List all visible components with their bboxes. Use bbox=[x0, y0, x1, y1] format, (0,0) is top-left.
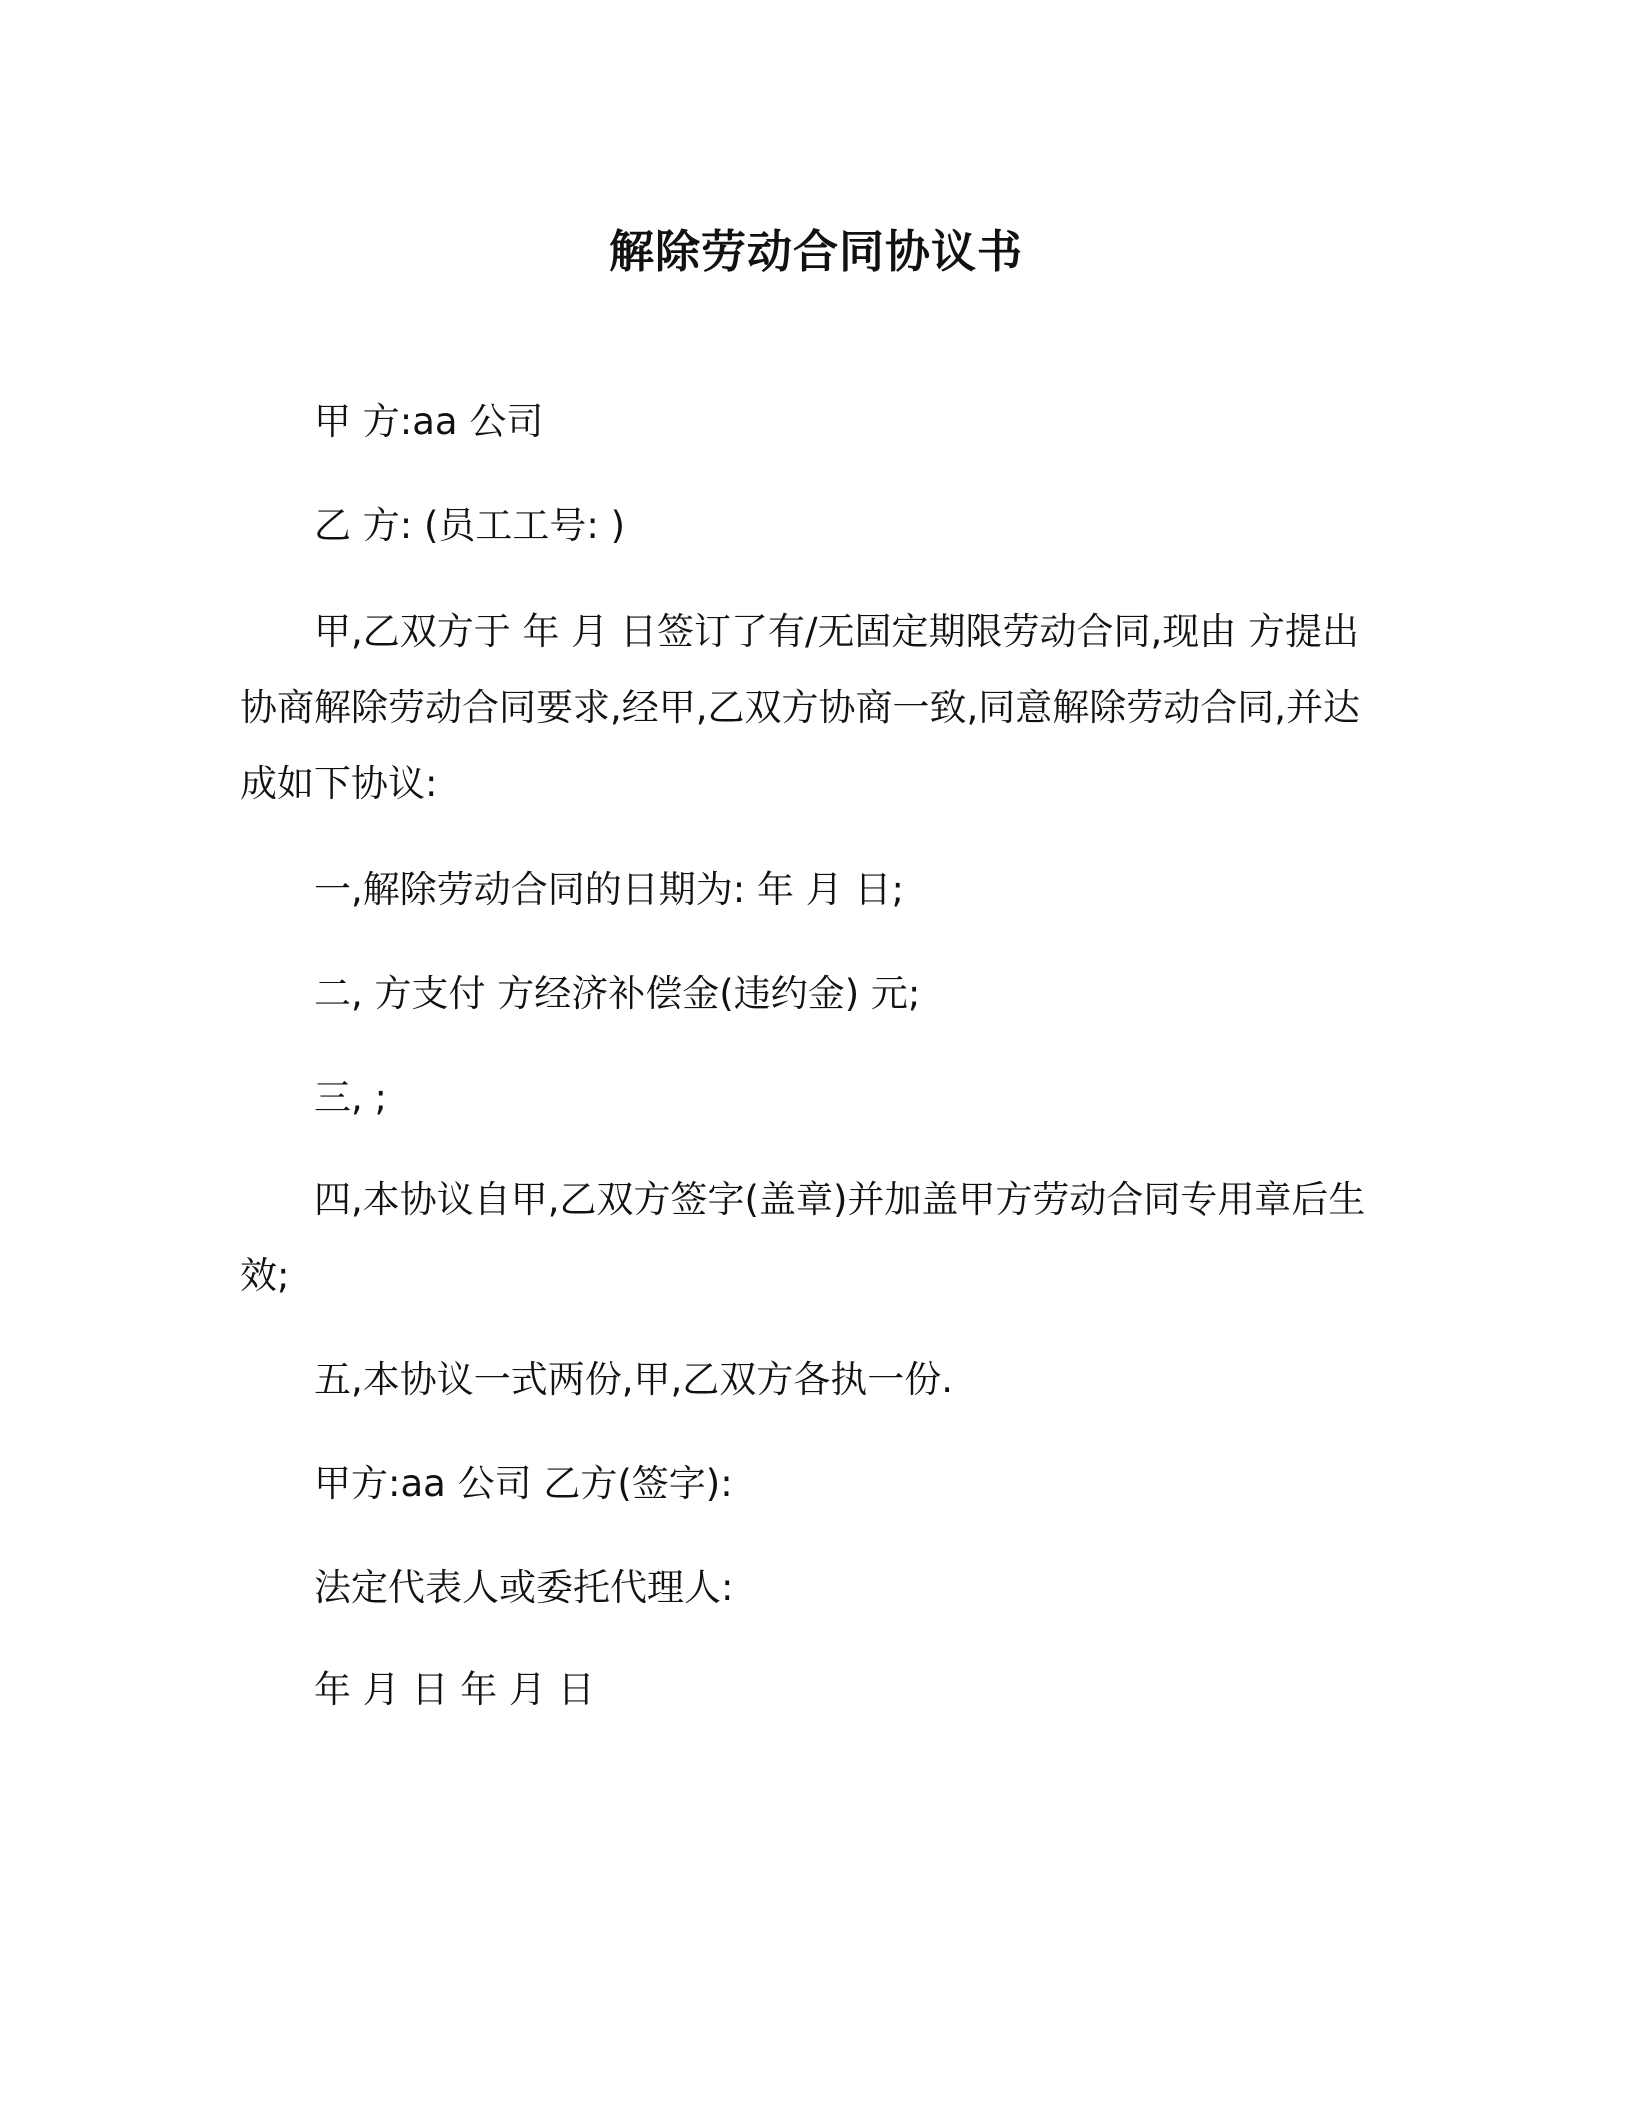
intro-line-2: 协商解除劳动合同要求,经甲,乙双方协商一致,同意解除劳动合同,并达 bbox=[240, 686, 1361, 729]
representative-line: 法定代表人或委托代理人: bbox=[314, 1566, 734, 1609]
clause-1: 一,解除劳动合同的日期为: 年 月 日; bbox=[314, 868, 904, 911]
intro-paragraph bbox=[240, 594, 1370, 822]
intro-line-1: 甲,乙双方于 年 月 日签订了有/无固定期限劳动合同,现由 方提出 bbox=[314, 610, 1360, 653]
clause-4-line-2: 效; bbox=[240, 1254, 290, 1297]
clause-4-line-1: 四,本协议自甲,乙双方签字(盖章)并加盖甲方劳动合同专用章后生 bbox=[314, 1178, 1366, 1221]
party-b-line: 乙 方: (员工工号: ) bbox=[314, 504, 626, 547]
party-a-line: 甲 方:aa 公司 bbox=[314, 400, 544, 443]
clause-3: 三, ; bbox=[314, 1076, 387, 1119]
clause-2: 二, 方支付 方经济补偿金(违约金) 元; bbox=[314, 972, 921, 1015]
signature-line: 甲方:aa 公司 乙方(签字): bbox=[314, 1462, 733, 1505]
clause-5: 五,本协议一式两份,甲,乙双方各执一份. bbox=[314, 1358, 954, 1401]
clause-4 bbox=[240, 1162, 1370, 1314]
document-title: 解除劳动合同协议书 bbox=[608, 225, 1023, 278]
intro-line-3: 成如下协议: bbox=[240, 762, 438, 805]
date-line: 年 月 日 年 月 日 bbox=[314, 1668, 595, 1711]
